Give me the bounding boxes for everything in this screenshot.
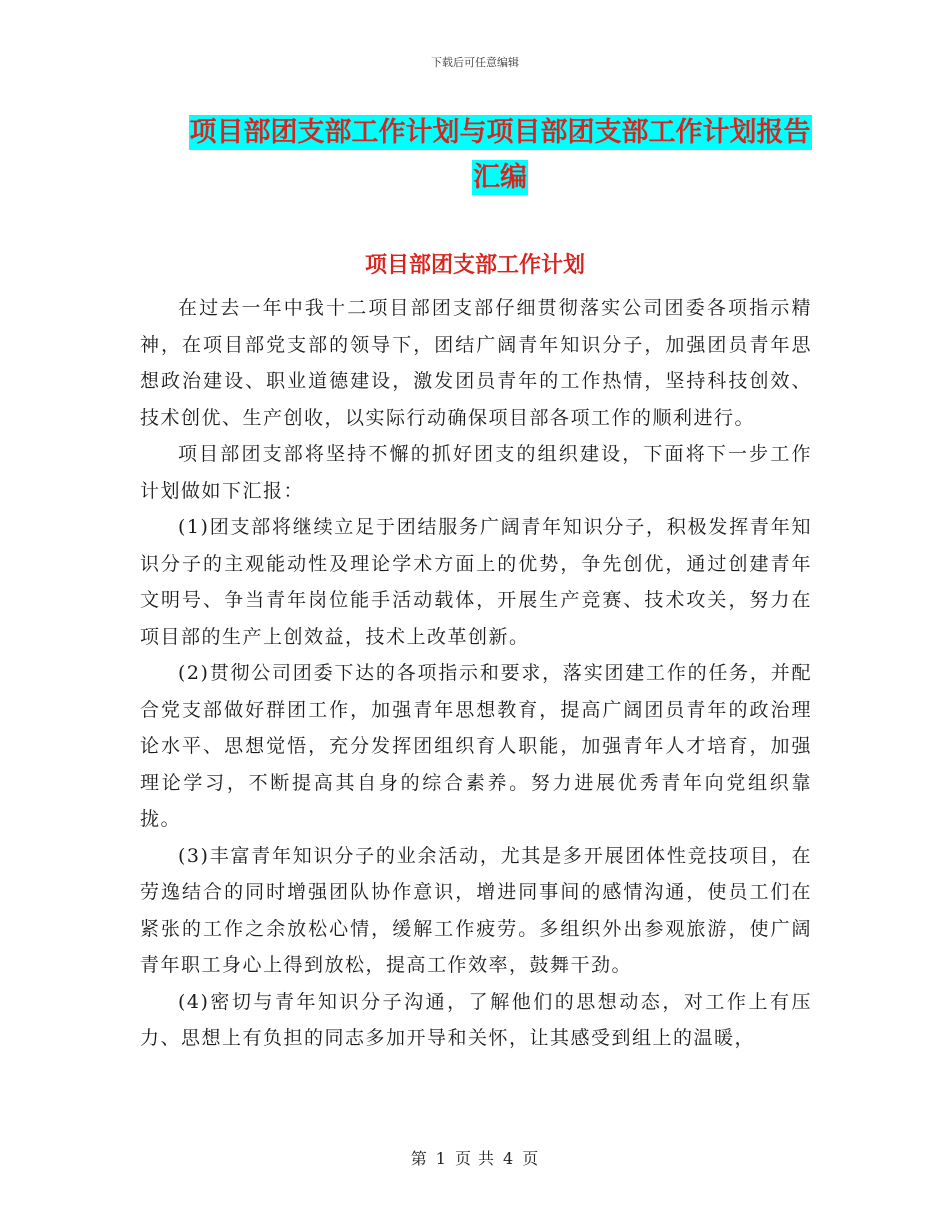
document-body [140, 290, 812, 1057]
paragraph-plan-lead: 项目部团支部将坚持不懈的抓好团支的组织建设，下面将下一步工作计划做如下汇报： [140, 443, 812, 502]
page-footer [0, 1146, 950, 1169]
footer-page-number: 1 [435, 1149, 447, 1168]
paragraph-intro: 在过去一年中我十二项目部团支部仔细贯彻落实公司团委各项指示精神，在项目部党支部的领导下，团结广阔青年知识分子，加强团员青年思想政治建设、职业道德建设，激发团员青年的工作热情，坚持科技创效、技术创优、生产创收，以实际行动确保项目部各项工作的顺利进行。 [140, 297, 812, 429]
paragraph-item-1: (1)团支部将继续立足于团结服务广阔青年知识分子，积极发挥青年知识分子的主观能动性及理论学术方面上的优势，争先创优，通过创建青年文明号、争当青年岗位能手活动载体，开展生产竞赛、技术攻关，努力在项目部的生产上创效益，技术上改革创新。 [140, 516, 812, 648]
footer-total-pages: 4 [503, 1149, 515, 1168]
document-title [140, 110, 860, 200]
footer-suffix: 页 [522, 1149, 540, 1168]
section-title: 项目部团支部工作计划 [364, 253, 585, 278]
footer-mid: 页 共 [454, 1149, 496, 1168]
document-title-line-2: 汇编 [473, 162, 527, 193]
header-note: 下载后可任意编辑 [431, 56, 519, 69]
footer-prefix: 第 [410, 1149, 428, 1168]
paragraph-item-3: (3)丰富青年知识分子的业余活动，尤其是多开展团体性竞技项目，在劳逸结合的同时增强团队协作意识，增进同事间的感情沟通，使员工们在紧张的工作之余放松心情，缓解工作疲劳。多组织外出参观旅游，使广阔青年职工身心上得到放松，提高工作效率，鼓舞干劲。 [140, 844, 812, 976]
paragraph-item-2: (2)贯彻公司团委下达的各项指示和要求，落实团建工作的任务，并配合党支部做好群团工作，加强青年思想教育，提高广阔团员青年的政治理论水平、思想觉悟，充分发挥团组织育人职能，加强青年人才培育，加强理论学习，不断提高其自身的综合素养。努力进展优秀青年向党组织靠拢。 [140, 662, 812, 830]
paragraph-item-4: (4)密切与青年知识分子沟通，了解他们的思想动态，对工作上有压力、思想上有负担的同志多加开导和关怀，让其感受到组上的温暖， [140, 990, 812, 1049]
document-title-line-1: 项目部团支部工作计划与项目部团支部工作计划报告 [189, 117, 811, 148]
